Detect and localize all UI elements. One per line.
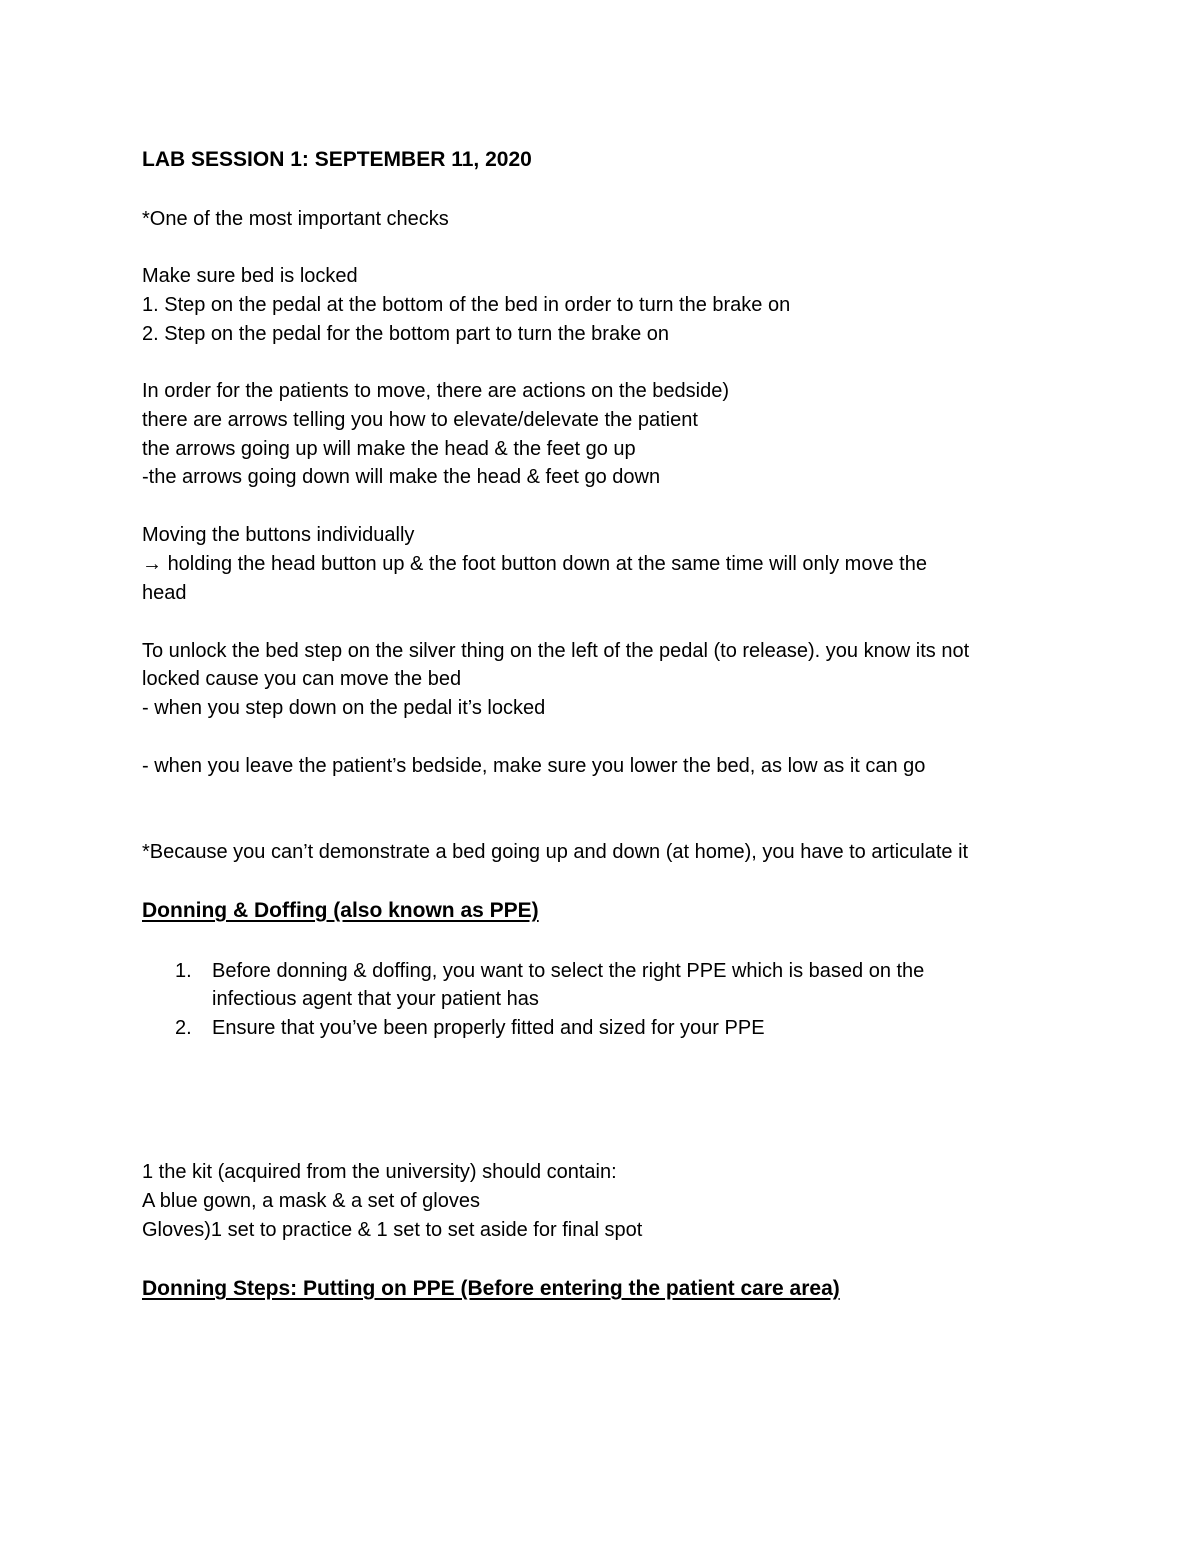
arrow-right-icon: → [142,553,162,575]
kit-line-2: A blue gown, a mask & a set of gloves [142,1190,480,1212]
unlock-line-2: locked cause you can move the bed [142,668,462,690]
buttons-detail-continued: head [142,582,187,604]
movement-line-2: there are arrows telling you how to elevate/delevate the patient [142,409,698,431]
donning-doffing-heading: Donning & Doffing (also known as PPE) [142,899,539,922]
list-item-text: Ensure that you’ve been properly fitted and sized for your PPE [212,1017,765,1039]
kit-line-3: Gloves)1 set to practice & 1 set to set aside for final spot [142,1219,643,1241]
articulate-note: *Because you can’t demonstrate a bed going up and down (at home), you have to articulate it [142,841,969,863]
buttons-detail [142,552,927,576]
unlock-line-4: - when you leave the patient’s bedside, make sure you lower the bed, as low as it can go [142,755,926,777]
movement-line-4: -the arrows going down will make the head & feet go down [142,466,661,488]
movement-line-1: In order for the patients to move, there are actions on the bedside) [142,380,730,402]
unlock-line-3: - when you step down on the pedal it’s locked [142,697,546,719]
list-item-number: 2. [175,1017,192,1039]
page-title: LAB SESSION 1: SEPTEMBER 11, 2020 [142,148,532,171]
kit-line-1: 1 the kit (acquired from the university) should contain: [142,1161,617,1183]
bed-lock-step-2: 2. Step on the pedal for the bottom part to turn the brake on [142,323,670,345]
movement-line-3: the arrows going up will make the head & the feet go up [142,438,636,460]
buttons-detail-text: holding the head button up & the foot button down at the same time will only move the [167,553,927,575]
important-note: *One of the most important checks [142,208,449,230]
list-item-text: Before donning & doffing, you want to select the right PPE which is based on the [212,960,925,982]
bed-lock-step-1: 1. Step on the pedal at the bottom of the bed in order to turn the brake on [142,294,791,316]
bed-lock-intro: Make sure bed is locked [142,265,358,287]
list-item-number: 1. [175,960,192,982]
unlock-line-1: To unlock the bed step on the silver thing on the left of the pedal (to release). you know its not [142,640,970,662]
list-item-text-continued: infectious agent that your patient has [212,988,539,1010]
buttons-intro: Moving the buttons individually [142,524,415,546]
donning-steps-heading: Donning Steps: Putting on PPE (Before entering the patient care area) [142,1277,840,1300]
